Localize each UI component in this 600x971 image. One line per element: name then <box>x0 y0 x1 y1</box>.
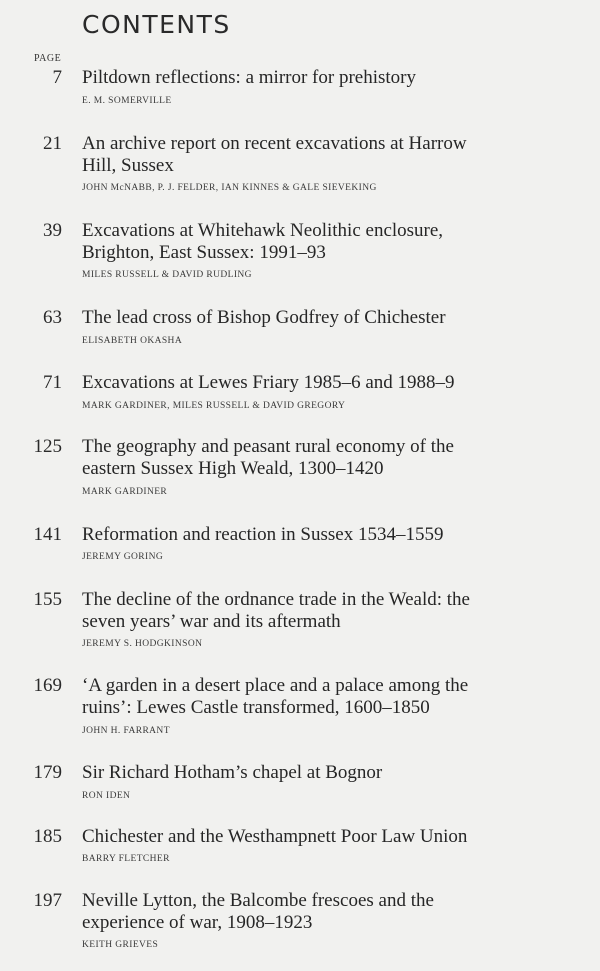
article-title[interactable] <box>82 675 587 719</box>
article-authors: JOHN H. FARRANT <box>82 726 170 736</box>
page-number: 39 <box>43 220 62 241</box>
title-line: Brighton, East Sussex: 1991–93 <box>82 242 326 263</box>
article-authors: MARK GARDINER <box>82 487 168 497</box>
page-number: 21 <box>43 133 62 154</box>
article-title[interactable] <box>82 220 587 264</box>
page-number: 63 <box>43 307 62 328</box>
article-authors: JEREMY GORING <box>82 552 164 562</box>
article-title[interactable] <box>82 372 587 394</box>
page-number: 179 <box>33 762 62 783</box>
page-number: 141 <box>33 524 62 545</box>
article-title[interactable] <box>82 589 587 633</box>
article-authors: KEITH GRIEVES <box>82 940 159 950</box>
title-line: eastern Sussex High Weald, 1300–1420 <box>82 458 384 479</box>
page-number: 197 <box>33 890 62 911</box>
article-title[interactable] <box>82 826 587 848</box>
title-line: Excavations at Whitehawk Neolithic enclosure, <box>82 220 444 241</box>
page-column-label: PAGE <box>34 53 62 64</box>
title-line: Excavations at Lewes Friary 1985–6 and 1988–9 <box>82 372 455 393</box>
page-number: 71 <box>43 372 62 393</box>
article-title[interactable] <box>82 890 587 934</box>
title-line: Reformation and reaction in Sussex 1534–1559 <box>82 524 444 545</box>
title-line: The lead cross of Bishop Godfrey of Chichester <box>82 307 446 328</box>
article-authors: JEREMY S. HODGKINSON <box>82 639 203 649</box>
article-title[interactable] <box>82 436 587 480</box>
article-authors: JOHN McNABB, P. J. FELDER, IAN KINNES & GALE SIEVEKING <box>82 183 377 193</box>
page-number: 7 <box>52 67 62 88</box>
article-authors: RON IDEN <box>82 791 131 801</box>
page-number: 155 <box>33 589 62 610</box>
article-authors: E. M. SOMERVILLE <box>82 96 172 106</box>
title-line: ‘A garden in a desert place and a palace among the <box>82 675 469 696</box>
title-line: Sir Richard Hotham’s chapel at Bognor <box>82 762 383 783</box>
title-line: Hill, Sussex <box>82 155 174 176</box>
title-line: experience of war, 1908–1923 <box>82 912 313 933</box>
article-authors: ELISABETH OKASHA <box>82 336 183 346</box>
article-authors: MARK GARDINER, MILES RUSSELL & DAVID GREGORY <box>82 401 346 411</box>
title-line: ruins’: Lewes Castle transformed, 1600–1850 <box>82 697 430 718</box>
title-line: Chichester and the Westhampnett Poor Law Union <box>82 826 468 847</box>
title-line: Piltdown reflections: a mirror for prehistory <box>82 67 417 88</box>
page-number: 125 <box>33 436 62 457</box>
article-title[interactable] <box>82 133 587 177</box>
article-authors: MILES RUSSELL & DAVID RUDLING <box>82 270 252 280</box>
title-line: seven years’ war and its aftermath <box>82 611 341 632</box>
title-line: Neville Lytton, the Balcombe frescoes and the <box>82 890 434 911</box>
title-line: The decline of the ordnance trade in the Weald: the <box>82 589 470 610</box>
title-line: The geography and peasant rural economy of the <box>82 436 454 457</box>
article-authors: BARRY FLETCHER <box>82 854 170 864</box>
article-title[interactable] <box>82 307 587 329</box>
article-title[interactable] <box>82 524 587 546</box>
article-title[interactable] <box>82 67 587 89</box>
article-title[interactable] <box>82 762 587 784</box>
page-number: 169 <box>33 675 62 696</box>
page-number: 185 <box>33 826 62 847</box>
page-title: CONTENTS <box>82 10 231 39</box>
title-line: An archive report on recent excavations at Harrow <box>82 133 467 154</box>
